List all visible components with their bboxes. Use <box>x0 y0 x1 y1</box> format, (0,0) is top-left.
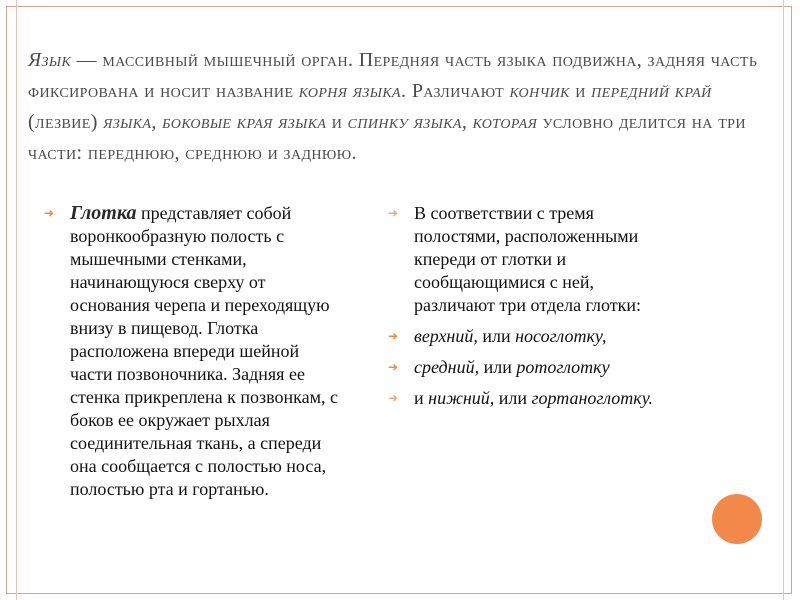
left-column <box>44 202 344 501</box>
item-upper-term: верхний, <box>414 326 478 346</box>
item-upper-name: носоглотку, <box>515 326 607 346</box>
slide-title <box>28 45 768 169</box>
title-text-4: (лезвие) <box>28 111 104 133</box>
list-item-lower <box>388 387 678 410</box>
term-glotka: Глотка <box>70 202 137 224</box>
title-term-spinka: спинку языка, которая <box>347 111 538 133</box>
glotka-description: представляет собой воронкообразную полость с мышечными стенками, начинающуюся сверху от основания черепа и переходящую внизу в пищевод. Глотка расположена впереди шейной части позвоночника. Задняя ее стенка прикреплена к позвонкам, с боков ее окружает рыхлая соединительная ткань, а спереди она сообщается с полостью носа, полостью рта и гортанью. <box>70 203 339 499</box>
title-text-5: и <box>326 111 348 133</box>
right-intro-item <box>388 202 678 317</box>
title-term-peredniy-kray: передний край <box>591 80 712 102</box>
frame-line-left <box>16 0 17 600</box>
left-bullet-item <box>44 202 344 501</box>
accent-circle <box>712 494 762 544</box>
frame-line-right <box>783 0 784 600</box>
item-lower-connector: или <box>494 388 532 408</box>
title-text-1: — массивный мышечный орган. Передняя часть языка подвижна, задняя часть фиксирована и носит название <box>28 49 758 102</box>
title-term-konchik: кончик <box>509 80 570 102</box>
item-lower-prefix: и <box>414 388 429 408</box>
title-term-yazyk: Язык <box>28 49 72 71</box>
title-text-6: условно делится на три части: переднюю, среднюю и заднюю. <box>28 111 746 164</box>
item-middle-connector: или <box>479 357 517 377</box>
arrow-bullet-icon: ➜ <box>44 206 55 220</box>
item-middle-term: средний, <box>414 357 480 377</box>
right-column <box>388 202 678 410</box>
item-lower-name: гортаноглотку. <box>531 388 654 408</box>
item-upper-connector: или <box>477 326 516 346</box>
item-lower-term: нижний, <box>428 388 495 408</box>
title-text-3: и <box>569 80 592 102</box>
arrow-bullet-icon: ➜ <box>388 360 399 374</box>
arrow-bullet-icon: ➜ <box>388 329 399 343</box>
title-text-2: . Различают <box>401 80 510 102</box>
intro-text: В соответствии с тремя полостями, расположенными кпереди от глотки и сообщающимися с ней, различают три отдела глотки: <box>414 203 642 315</box>
arrow-bullet-icon: ➜ <box>388 206 399 220</box>
list-item-upper <box>388 325 678 348</box>
item-middle-name: ротоглотку <box>516 357 610 377</box>
title-term-bokovye-kraya: языка, боковые края языка <box>103 111 327 133</box>
list-item-middle <box>388 356 678 379</box>
arrow-bullet-icon: ➜ <box>388 391 399 405</box>
title-term-koren: корня языка <box>298 80 402 102</box>
